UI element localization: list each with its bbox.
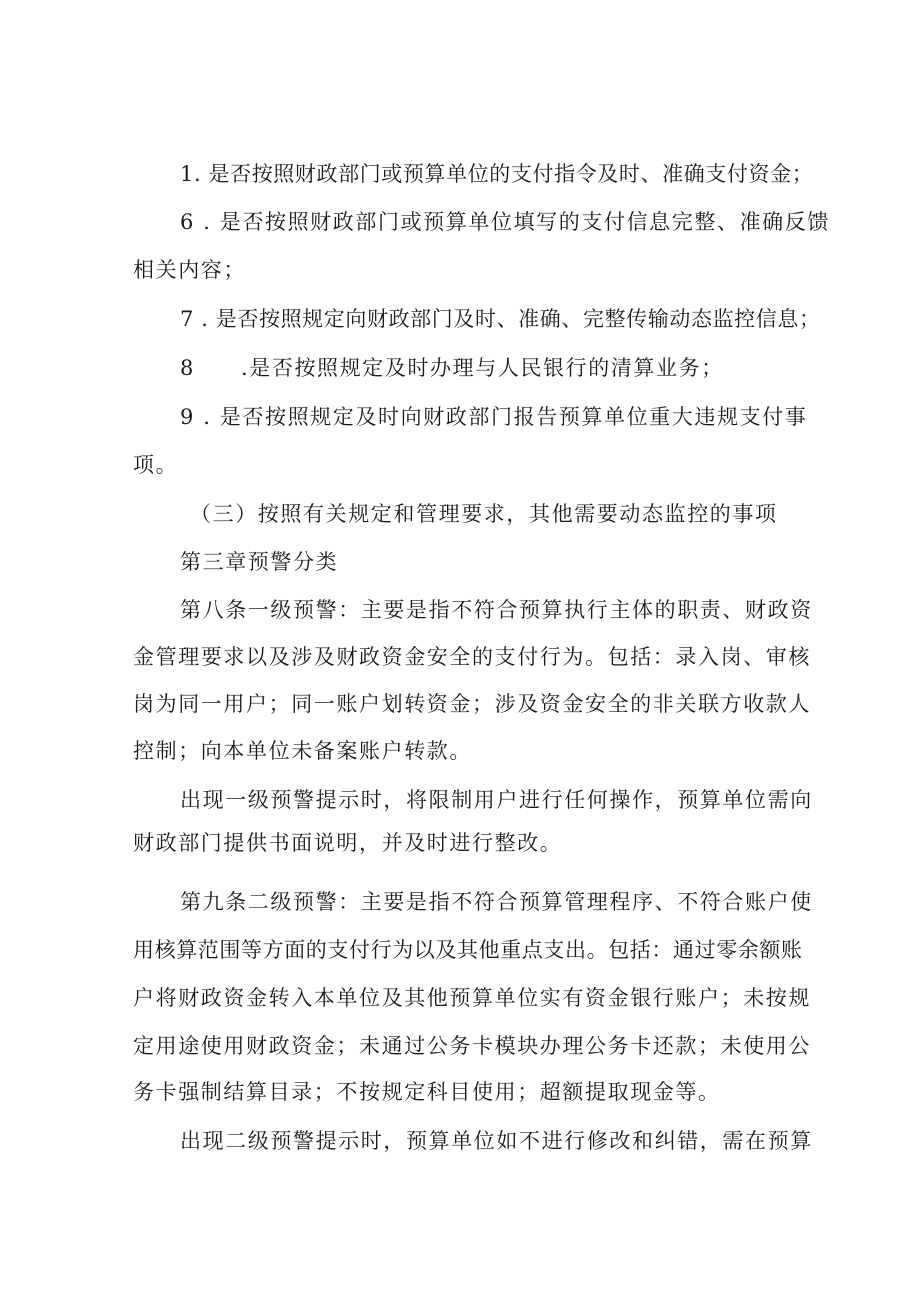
article-9-line-1: 第九条二级预警：主要是指不符合预算管理程序、不符合账户使 (180, 890, 813, 914)
level-2-notice-line-1: 出现二级预警提示时，预算单位如不进行修改和纠错，需在预算 (180, 1129, 813, 1153)
item-8-number: 8 (180, 356, 195, 380)
item-8-line (180, 354, 840, 382)
level-1-notice-line-2: 财政部门提供书面说明，并及时进行整改。 (133, 831, 563, 855)
article-8-line-1: 第八条一级预警：主要是指不符合预算执行主体的职责、财政资 (180, 598, 813, 622)
article-8-line-4: 控制；向本单位未备案账户转款。 (133, 739, 472, 763)
item-9-line-1: 9 . 是否按照规定及时向财政部门报告预算单位重大违规支付事 (180, 405, 808, 429)
section-three-heading: （三）按照有关规定和管理要求，其他需要动态监控的事项 (190, 502, 778, 526)
article-9-line-5: 务卡强制结算目录；不按规定科目使用；超额提取现金等。 (133, 1080, 721, 1104)
item-9-line-2: 项。 (133, 453, 179, 477)
article-8-line-2: 金管理要求以及涉及财政资金安全的支付行为。包括：录入岗、审核 (133, 645, 811, 669)
item-1-line: 1. 是否按照财政部门或预算单位的支付指令及时、准确支付资金； (180, 162, 814, 186)
article-9-line-4: 定用途使用财政资金；未通过公务卡模块办理公务卡还款；未使用公 (133, 1034, 811, 1058)
chapter-three-title: 第三章预警分类 (180, 550, 339, 574)
article-9-line-2: 用核算范围等方面的支付行为以及其他重点支出。包括：通过零余额账 (133, 938, 803, 962)
item-6-line-1: 6 . 是否按照财政部门或预算单位填写的支付信息完整、准确反馈 (180, 210, 830, 234)
item-7-line: 7 . 是否按照规定向财政部门及时、准确、完整传输动态监控信息； (180, 307, 821, 331)
article-8-line-3: 岗为同一用户；同一账户划转资金；涉及资金安全的非关联方收款人 (133, 692, 811, 716)
item-6-line-2: 相关内容； (133, 258, 246, 282)
item-8-text: .是否按照规定及时办理与人民银行的清算业务； (240, 356, 724, 380)
article-9-line-3: 户将财政资金转入本单位及其他预算单位实有资金银行账户；未按规 (133, 986, 811, 1010)
level-1-notice-line-1: 出现一级预警提示时，将限制用户进行任何操作，预算单位需向 (180, 788, 813, 812)
